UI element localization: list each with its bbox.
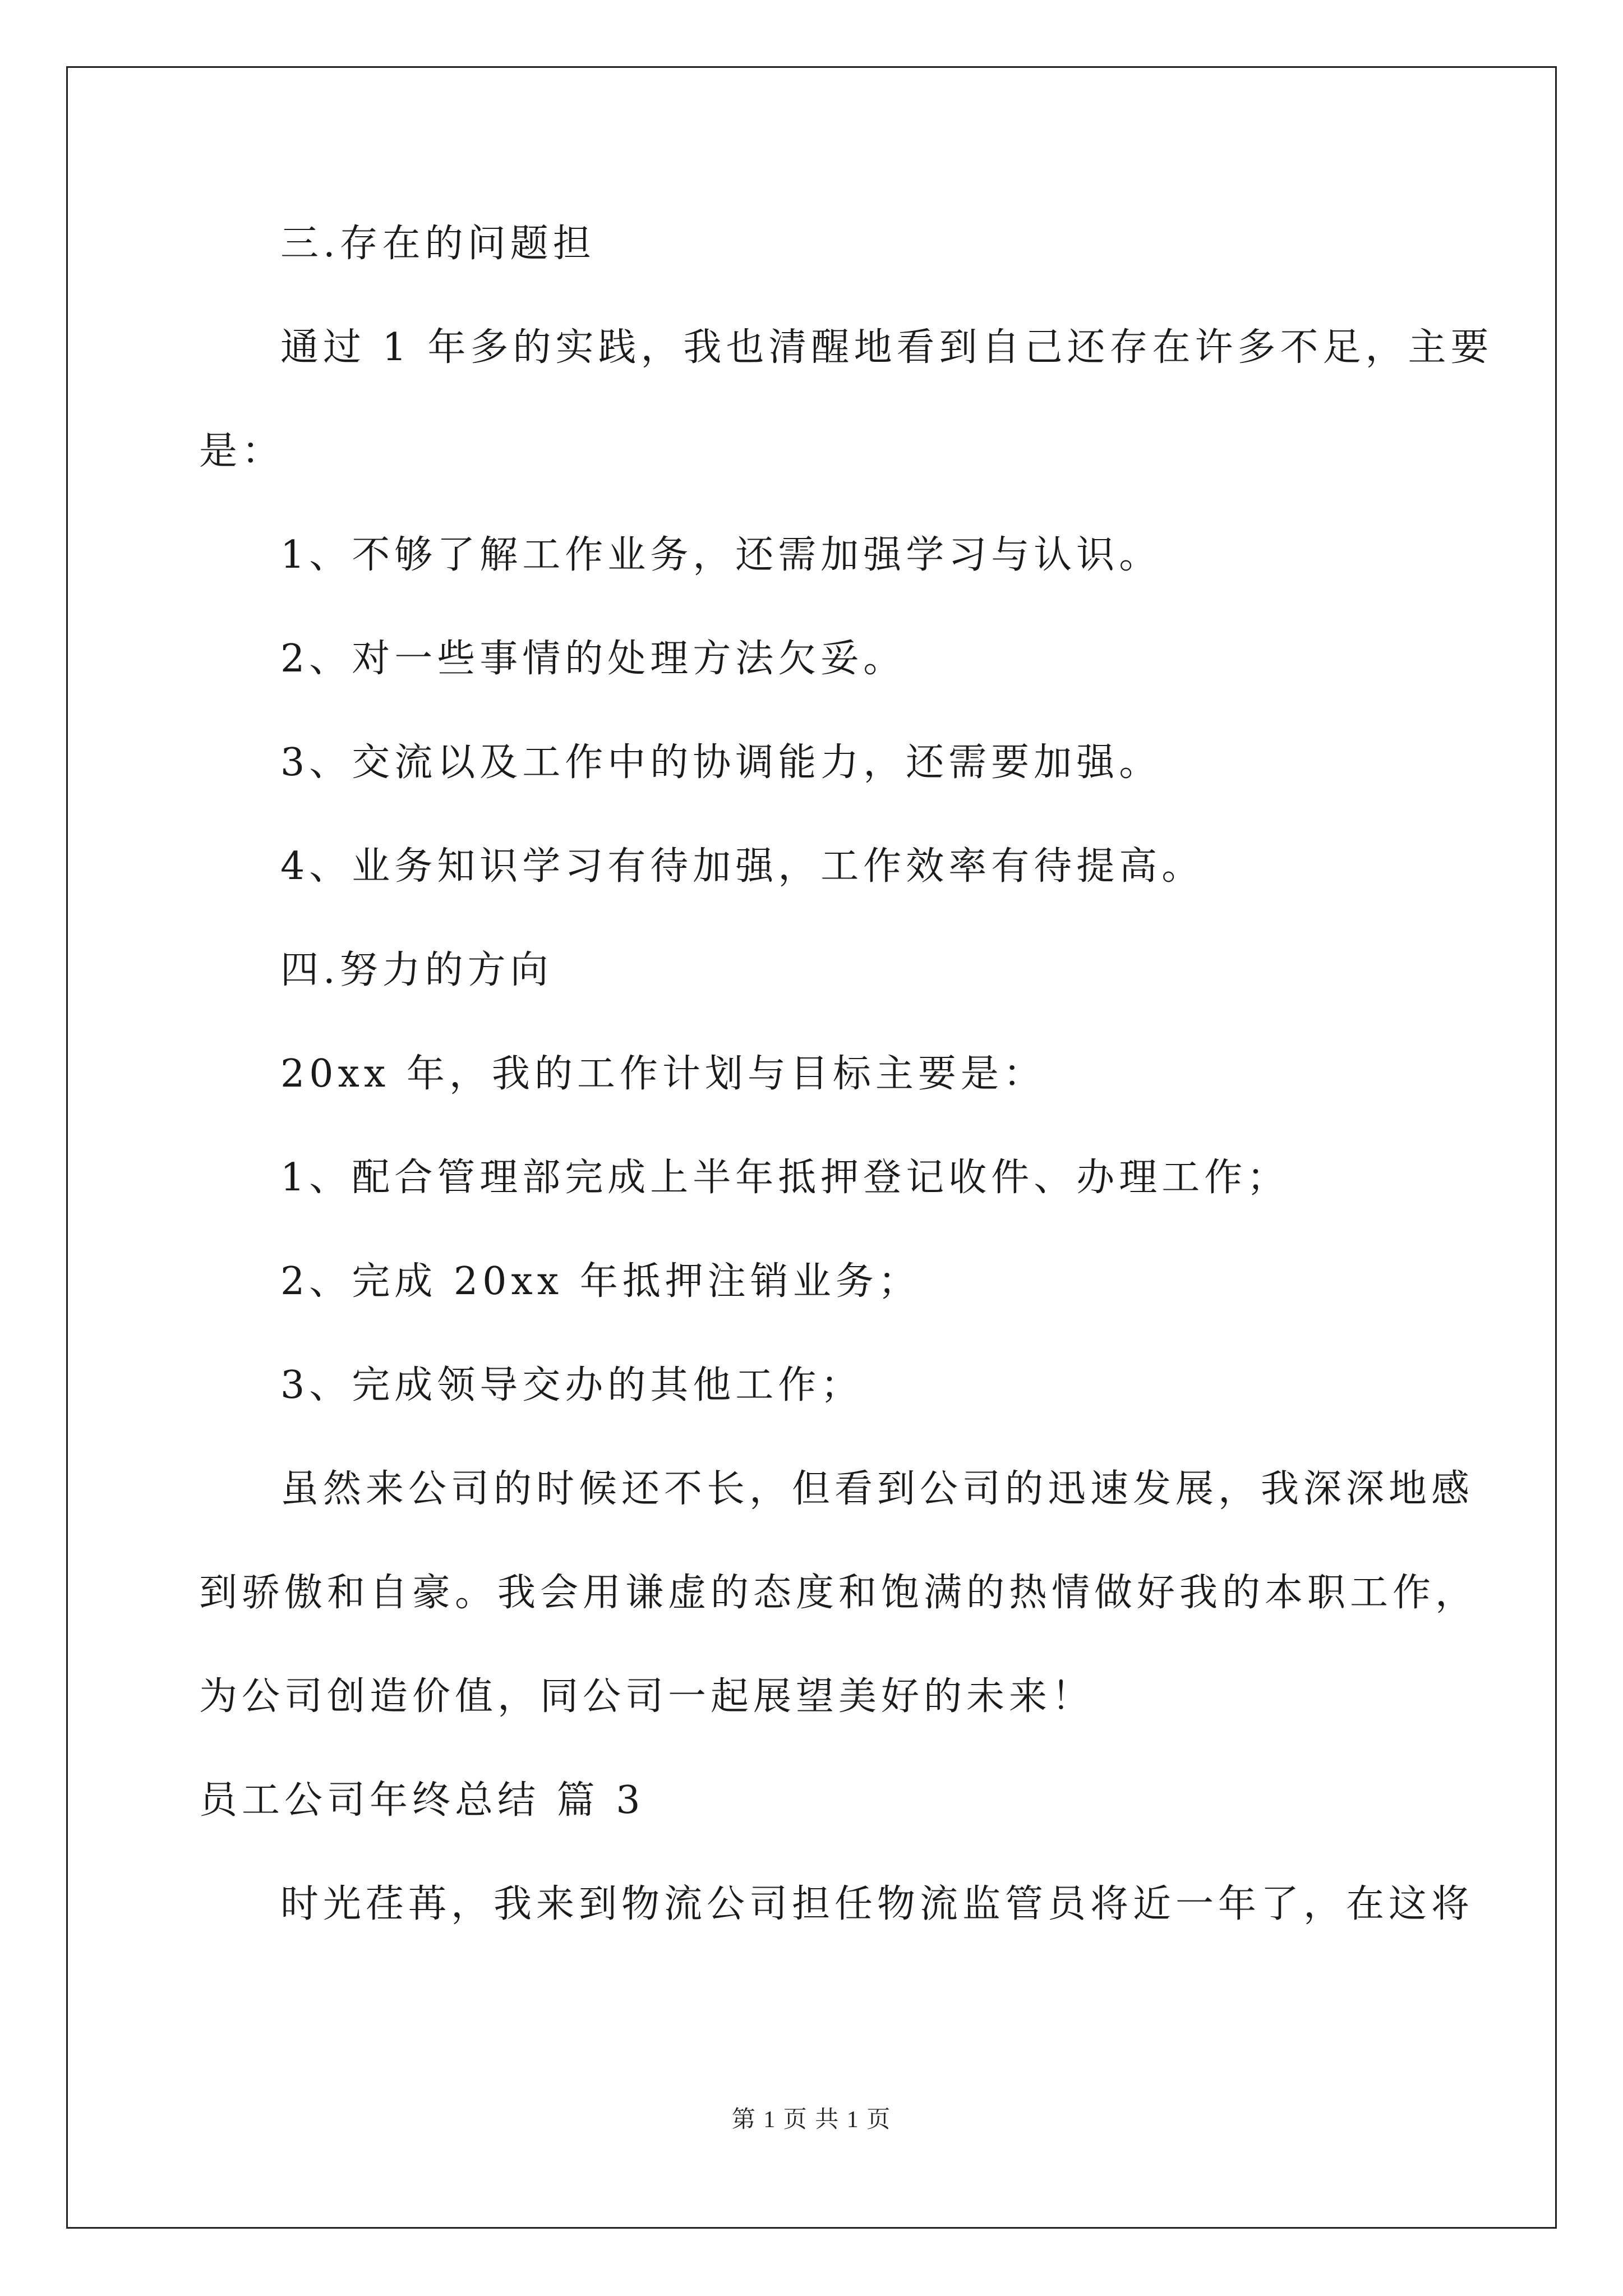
section-heading-problems: 三.存在的问题担 — [280, 222, 596, 266]
list-item: 3、交流以及工作中的协调能力，还需要加强。 — [280, 740, 1162, 785]
paragraph-line: 到骄傲和自豪。我会用谦虚的态度和饱满的热情做好我的本职工作， — [199, 1571, 1478, 1615]
paragraph-line: 时光荏苒，我来到物流公司担任物流监管员将近一年了，在这将 — [280, 1882, 1474, 1926]
paragraph-line: 通过 1 年多的实践，我也清醒地看到自己还存在许多不足，主要 — [280, 325, 1493, 370]
section-heading-direction: 四.努力的方向 — [280, 948, 553, 992]
list-item: 3、完成领导交办的其他工作； — [280, 1363, 864, 1407]
list-item: 4、业务知识学习有待加强，工作效率有待提高。 — [280, 844, 1205, 889]
page-number-footer: 第 1 页 共 1 页 — [731, 2107, 892, 2133]
list-item: 2、对一些事情的处理方法欠妥。 — [280, 637, 906, 681]
paragraph-line: 是： — [199, 429, 285, 473]
paragraph-line: 20xx 年，我的工作计划与目标主要是： — [280, 1052, 1046, 1096]
article-title: 员工公司年终总结 篇 3 — [199, 1778, 645, 1823]
list-item: 2、完成 20xx 年抵押注销业务； — [280, 1259, 921, 1304]
list-item: 1、配合管理部完成上半年抵押登记收件、办理工作； — [280, 1156, 1290, 1200]
paragraph-line: 虽然来公司的时候还不长，但看到公司的迅速发展，我深深地感 — [280, 1467, 1474, 1511]
paragraph-line: 为公司创造价值，同公司一起展望美好的未来！ — [199, 1674, 1095, 1719]
list-item: 1、不够了解工作业务，还需加强学习与认识。 — [280, 533, 1162, 577]
